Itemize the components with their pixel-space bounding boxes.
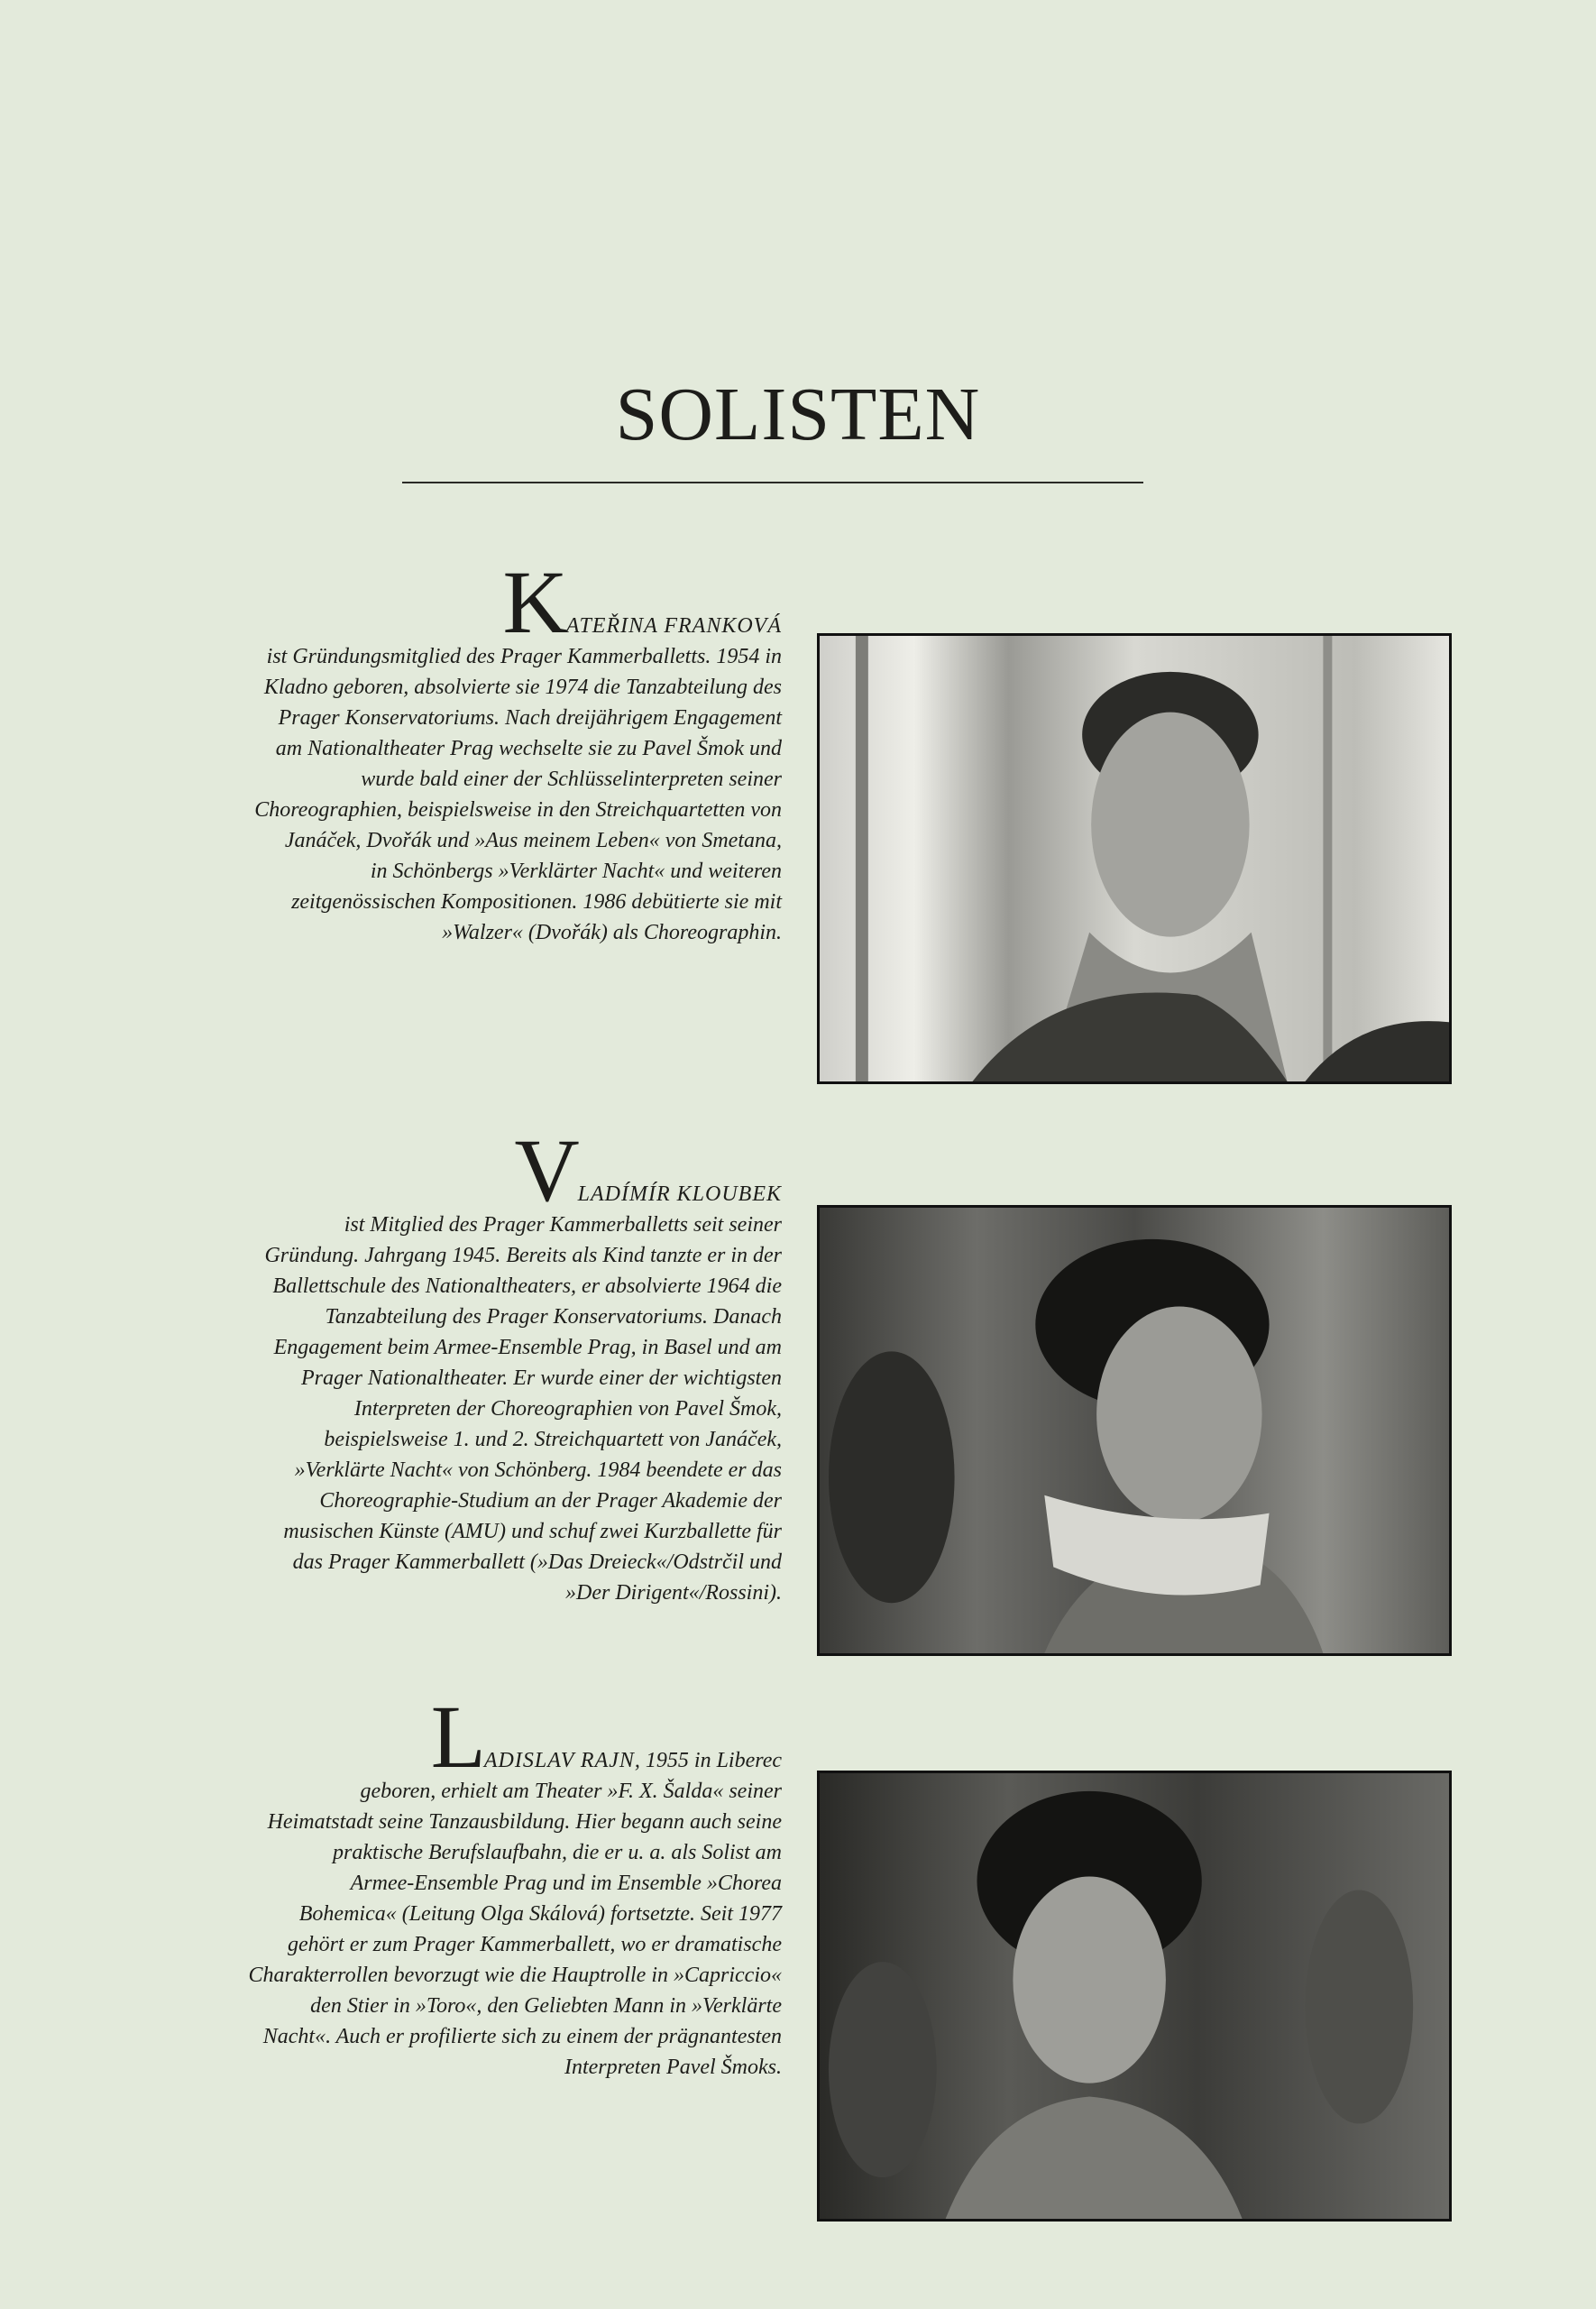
bio-line: Engagement beim Armee-Ensemble Prag, in Basel und am xyxy=(273,1336,782,1359)
bio-line: »Der Dirigent«/Rossini). xyxy=(565,1581,782,1605)
drop-cap: V xyxy=(514,1120,580,1220)
drop-cap: K xyxy=(502,552,568,652)
bio-heading xyxy=(264,1120,782,1220)
portrait-photo xyxy=(820,636,1449,1081)
bio-heading xyxy=(249,1687,783,1787)
bio-line: Armee-Ensemble Prag und im Ensemble »Chorea xyxy=(350,1872,782,1895)
bio-line: »Verklärte Nacht« von Schönberg. 1984 beendete er das xyxy=(294,1458,782,1482)
portrait-photo xyxy=(820,1208,1449,1653)
bio-line: Ballettschule des Nationaltheaters, er absolvierte 1964 die xyxy=(272,1274,782,1298)
bio-line: praktische Berufslaufbahn, die er u. a. als Solist am xyxy=(333,1841,782,1864)
bio-kloubek xyxy=(264,1120,782,1608)
bio-line: gehört er zum Prager Kammerballett, wo er dramatische xyxy=(288,1933,782,1956)
photo-kloubek xyxy=(817,1205,1452,1656)
bio-line: Tanzabteilung des Prager Konservatoriums. Danach xyxy=(325,1305,782,1329)
bio-line: den Stier in »Toro«, den Geliebten Mann in »Verklärte xyxy=(310,1994,782,2018)
bio-line: Choreographie-Studium an der Prager Akademie der xyxy=(319,1489,782,1513)
bio-line: Heimatstadt seine Tanzausbildung. Hier begann auch seine xyxy=(267,1810,782,1834)
photo-rajn xyxy=(817,1771,1452,2222)
photo-frankova xyxy=(817,633,1452,1084)
bio-line: Janáček, Dvořák und »Aus meinem Leben« von Smetana, xyxy=(284,829,782,852)
drop-cap: L xyxy=(430,1687,486,1787)
bio-line: Choreographien, beispielsweise in den Streichquartetten von xyxy=(254,798,782,822)
soloist-name: ADISLAV RAJN xyxy=(483,1749,635,1772)
bio-line: Gründung. Jahrgang 1945. Bereits als Kind tanzte er in der xyxy=(264,1244,782,1267)
bio-line: wurde bald einer der Schlüsselinterpreten seiner xyxy=(361,768,782,791)
bio-line: musischen Künste (AMU) und schuf zwei Kurzballette für xyxy=(283,1520,782,1543)
portrait-photo xyxy=(820,1773,1449,2219)
bio-frankova xyxy=(254,552,782,948)
bio-line: geboren, erhielt am Theater »F. X. Šalda« seiner xyxy=(360,1780,782,1803)
bio-line: ist Mitglied des Prager Kammerballetts seit seiner xyxy=(344,1213,782,1237)
bio-line: in Schönbergs »Verklärter Nacht« und weiteren xyxy=(370,860,782,883)
bio-line: Prager Konservatoriums. Nach dreijährigem Engagement xyxy=(278,706,782,730)
bio-line: Bohemica« (Leitung Olga Skálová) fortsetzte. Seit 1977 xyxy=(298,1902,782,1926)
bio-line: Charakterrollen bevorzugt wie die Hauptrolle in »Capriccio« xyxy=(248,1964,782,1987)
birth-info: , 1955 in Liberec xyxy=(634,1749,782,1772)
bio-line: Kladno geboren, absolvierte sie 1974 die Tanzabteilung des xyxy=(263,676,782,699)
bio-line: Interpreten der Choreographien von Pavel Šmok, xyxy=(353,1397,782,1421)
bio-line: das Prager Kammerballett (»Das Dreieck«/Odstrčil und xyxy=(292,1550,782,1574)
page-title: SOLISTEN xyxy=(615,373,981,456)
soloist-name: LADÍMÍR KLOUBEK xyxy=(577,1182,782,1206)
bio-heading xyxy=(254,552,782,652)
soloist-name: ATEŘINA FRANKOVÁ xyxy=(565,614,782,638)
title-divider xyxy=(402,482,1143,483)
bio-line: beispielsweise 1. und 2. Streichquartett von Janáček, xyxy=(324,1428,782,1451)
bio-line: Nacht«. Auch er profilierte sich zu einem der prägnantesten xyxy=(262,2025,782,2048)
bio-line: ist Gründungsmitglied des Prager Kammerballetts. 1954 in xyxy=(266,645,782,668)
bio-line: Prager Nationaltheater. Er wurde einer der wichtigsten xyxy=(300,1366,782,1390)
bio-line: zeitgenössischen Kompositionen. 1986 debütierte sie mit xyxy=(291,890,782,914)
bio-line: Interpreten Pavel Šmoks. xyxy=(564,2056,782,2079)
bio-line: am Nationaltheater Prag wechselte sie zu Pavel Šmok und xyxy=(275,737,782,760)
bio-rajn xyxy=(248,1687,783,2083)
bio-line: »Walzer« (Dvořák) als Choreographin. xyxy=(442,921,782,944)
